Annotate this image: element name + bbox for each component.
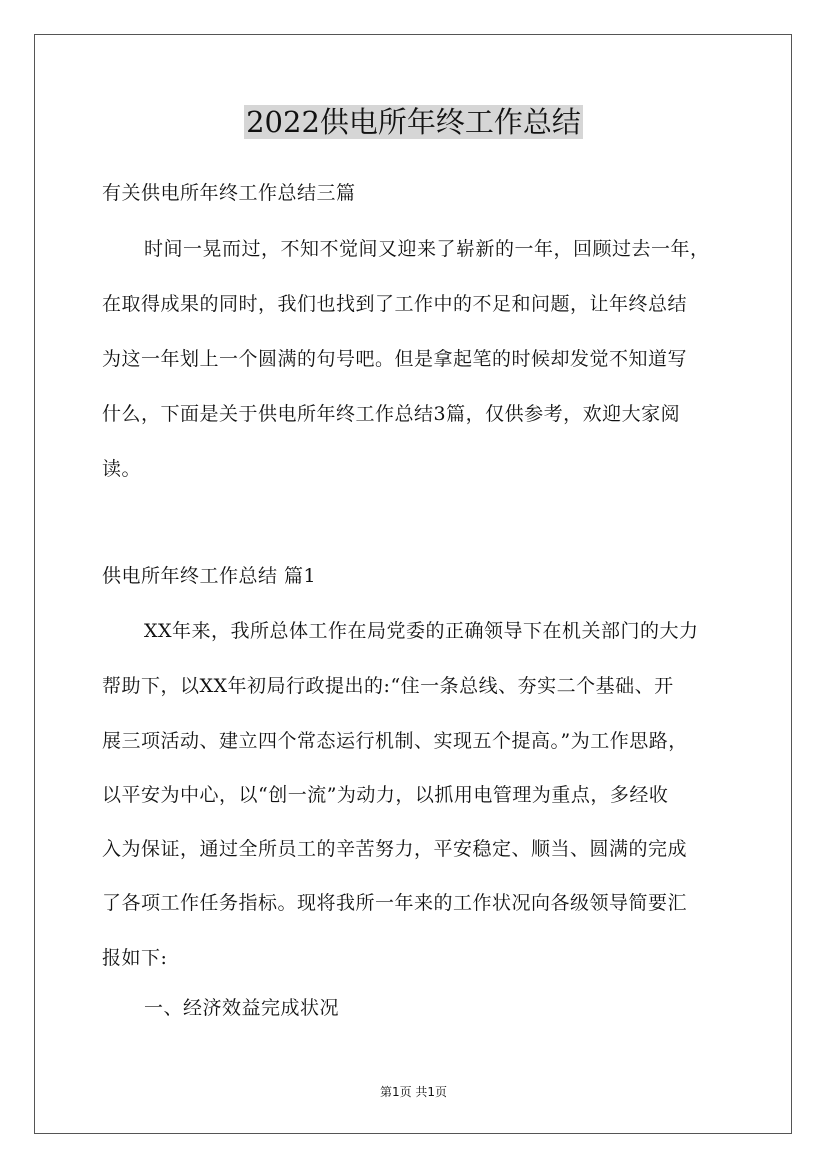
intro-line: 时间一晃而过，不知不觉间又迎来了崭新的一年，回顾过去一年， [144, 238, 710, 260]
page-footer: 第1页 共1页 [379, 1085, 448, 1099]
document-title-text: 2022供电所年终工作总结 [246, 105, 581, 139]
body-line: 展三项活动、建立四个常态运行机制、实现五个提高。”为工作思路， [102, 730, 688, 752]
body-line: 了各项工作任务指标。现将我所一年来的工作状况向各级领导简要汇 [102, 892, 688, 914]
body-line: XX年来，我所总体工作在局党委的正确领导下在机关部门的大力 [144, 620, 699, 642]
body-line: 报如下: [102, 947, 168, 969]
intro-line: 为这一年划上一个圆满的句号吧。但是拿起笔的时候却发觉不知道写 [102, 348, 688, 370]
body-line: 以平安为中心，以“创一流”为动力，以抓用电管理为重点，多经收 [102, 784, 669, 806]
intro-line: 在取得成果的同时，我们也找到了工作中的不足和问题，让年终总结 [102, 293, 688, 315]
body-line: 帮助下，以XX年初局行政提出的:“住一条总线、夯实二个基础、开 [102, 675, 674, 697]
section-heading: 供电所年终工作总结 篇1 [102, 565, 317, 587]
subheading: 一、经济效益完成状况 [144, 997, 340, 1019]
body-line: 入为保证，通过全所员工的辛苦努力，平安稳定、顺当、圆满的完成 [102, 838, 688, 860]
document-title [0, 102, 827, 142]
document-subtitle: 有关供电所年终工作总结三篇 [102, 182, 356, 204]
intro-line: 什么，下面是关于供电所年终工作总结3篇，仅供参考，欢迎大家阅 [102, 403, 681, 425]
intro-line: 读。 [102, 458, 142, 480]
